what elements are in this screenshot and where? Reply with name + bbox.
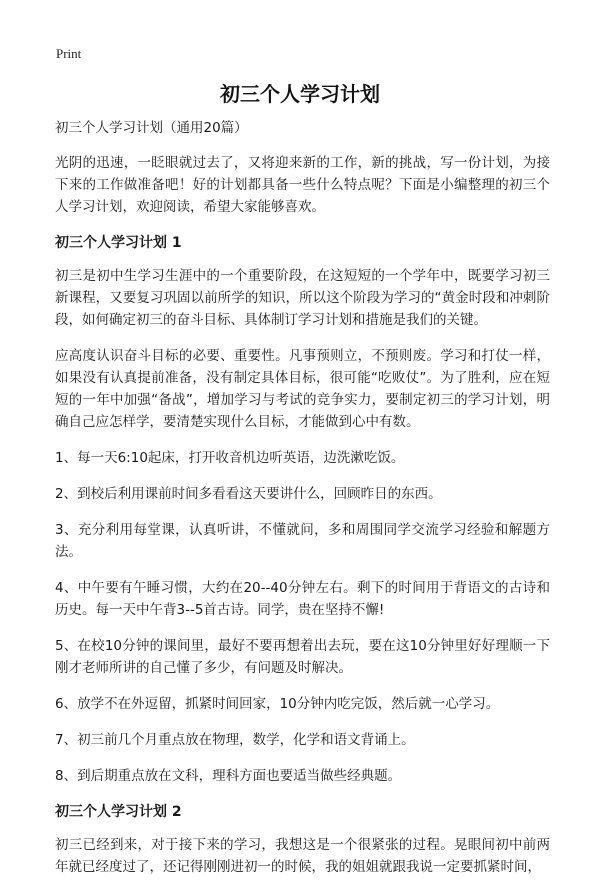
page-title: 初三个人学习计划 (220, 82, 380, 106)
list-item: 2、到校后利用课前时间多看看这天要讲什么，回顾昨日的东西。 (55, 486, 442, 502)
paragraph: 初三已经到来，对于接下来的学习，我想这是一个很紧张的过程。晃眼间初中前两年就已经度过了，还记得刚刚进初一的时候，我的姐姐就跟我说一定要抓紧时间， (55, 837, 550, 875)
paragraph: 应高度认识奋斗目标的必要、重要性。凡事预则立，不预则废。学习和打仗一样，如果没有认真提前准备，没有制定具体目标，很可能“吃败仗”。为了胜利，应在短短的一年中加强“备战”，增加学习与考试的竞争实力，要制定初三的学习计划，明确自己应怎样学，要清楚实现什么目标，才能做到心中有数。 (55, 348, 550, 430)
list-item: 6、放学不在外逗留，抓紧时间回家，10分钟内吃完饭，然后就一心学习。 (55, 696, 500, 712)
document-body (55, 117, 550, 892)
section-heading-1: 初三个人学习计划 1 (55, 235, 182, 251)
document-subtitle: 初三个人学习计划（通用20篇） (55, 120, 248, 136)
list-item: 5、在校10分钟的课间里，最好不要再想着出去玩，要在这10分钟里好好理顺一下刚才老师所讲的自己懂了多少，有问题及时解决。 (55, 638, 550, 676)
list-item: 8、到后期重点放在文科，理科方面也要适当做些经典题。 (55, 768, 402, 784)
list-item: 3、充分利用每堂课，认真听讲，不懂就问，多和周围同学交流学习经验和解题方法。 (55, 522, 550, 560)
print-link[interactable]: Print (56, 46, 82, 61)
list-item: 7、初三前几个月重点放在物理，数学，化学和语文背诵上。 (55, 732, 415, 748)
list-item: 1、每一天6:10起床，打开收音机边听英语，边洗漱吃饭。 (55, 450, 405, 466)
list-item: 4、中午要有午睡习惯，大约在20--40分钟左右。剩下的时间用于背语文的古诗和历史。每一天中午背3--5首古诗。同学，贵在坚持不懈! (55, 580, 550, 618)
paragraph: 初三是初中生学习生涯中的一个重要阶段，在这短短的一个学年中，既要学习初三新课程，又要复习巩固以前所学的知识，所以这个阶段为学习的“黄金时段和冲刺阶段，如何确定初三的奋斗目标、具体制订学习计划和措施是我们的关键。 (55, 268, 550, 328)
section-heading-2: 初三个人学习计划 2 (55, 804, 182, 820)
intro-paragraph: 光阴的迅速，一眨眼就过去了，又将迎来新的工作，新的挑战，写一份计划，为接下来的工作做准备吧！好的计划都具备一些什么特点呢？下面是小编整理的初三个人学习计划，欢迎阅读，希望大家能够喜欢。 (55, 155, 550, 215)
